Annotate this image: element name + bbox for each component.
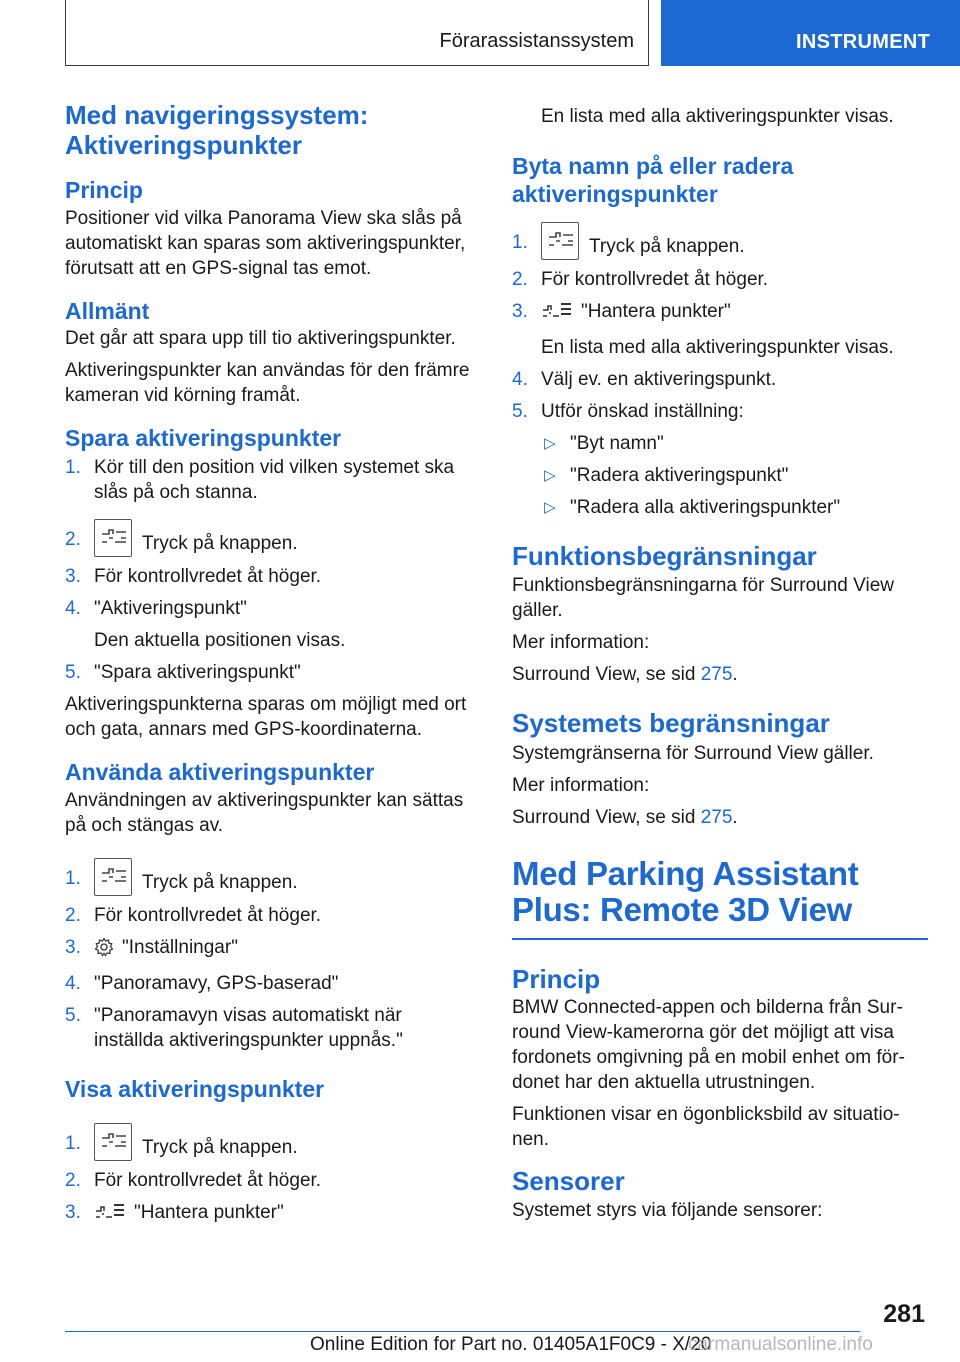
sys-text: Systemgränserna för Surround View gäller. — [512, 743, 874, 764]
triangle-bullet-icon: ▷ — [544, 435, 556, 452]
option-item: ▷ "Byt namn" — [544, 433, 664, 454]
list-item: 4. "Aktiveringspunkt" — [65, 598, 247, 619]
page-link[interactable]: 275 — [700, 807, 733, 828]
section-title: Med navigeringssystem: Aktiveringspunkter — [65, 100, 369, 160]
triangle-bullet-icon: ▷ — [544, 467, 556, 484]
spara-after-text: Aktiveringspunkterna sparas om möjligt med ort och gata, annars med GPS-koordinaterna. — [65, 694, 467, 740]
allmant-text-1: Det går att spara upp till tio aktiveringspunkter. — [65, 328, 456, 349]
list-item: 3. "Hantera punkter" — [65, 1200, 475, 1229]
list-item: 4. "Panoramavy, GPS-baserad" — [65, 973, 339, 994]
footer-edition: Online Edition for Part no. 01405A1F0C9 - X/20 — [310, 1334, 712, 1355]
byta-heading: Byta namn på eller radera aktiveringspunkter — [512, 153, 794, 207]
header-chapter-tab — [661, 0, 960, 66]
list-item: 5. Utför önskad inställning: — [512, 401, 744, 422]
anvanda-steps — [65, 858, 475, 1053]
remote-princip-heading: Princip — [512, 964, 601, 994]
list-item: 2. Tryck på knappen. — [65, 519, 475, 557]
funk-text: Funktionsbegränsningarna för Surround View gäller. — [512, 575, 894, 621]
step-continuation: Den aktuella positionen visas. — [94, 630, 346, 651]
funk-more: Mer information: — [512, 632, 650, 653]
header-chapter-title: INSTRUMENT — [796, 31, 931, 53]
left-column — [65, 100, 475, 1229]
visa-steps — [65, 1123, 475, 1229]
princip-text: Positioner vid vilka Panorama View ska slås på automatiskt kan sparas som aktiveringspunkter, förutsatt att en GPS-signal tas emot. — [65, 208, 466, 279]
anvanda-text: Användningen av aktiveringspunkter kan sättas på och stängas av. — [65, 790, 464, 836]
allmant-text-2: Aktiveringspunkter kan användas för den främre kameran vid körning framåt. — [65, 360, 470, 406]
visa-heading: Visa aktiveringspunkter — [65, 1076, 325, 1102]
sys-more: Mer information: — [512, 775, 650, 796]
list-item: 3. För kontrollvredet åt höger. — [65, 566, 322, 587]
right-column — [512, 104, 928, 1223]
header-section-title: Förarassistanssystem — [439, 30, 634, 52]
funk-reference: Surround View, se sid 275. — [512, 664, 738, 685]
camera-view-button-icon[interactable] — [94, 1123, 132, 1161]
list-item: 2. För kontrollvredet åt höger. — [65, 905, 322, 926]
remote-princip-text-1: BMW Connected-appen och bilderna från Surround View-kamerorna gör det möjligt att visa fordonets omgivning på en mobil enhet om fördonet har den aktuella utrustningen. — [512, 997, 905, 1093]
funk-heading: Funktionsbegränsningar — [512, 541, 817, 571]
list-item: 2. För kontrollvredet åt höger. — [512, 269, 769, 290]
sensorer-heading: Sensorer — [512, 1166, 625, 1196]
list-item: 5. "Panoramavyn visas automatiskt när inställda aktiveringspunkter uppnås." — [65, 1005, 403, 1051]
byta-steps — [512, 222, 928, 520]
sys-reference: Surround View, se sid 275. — [512, 807, 738, 828]
allmant-heading: Allmänt — [65, 298, 150, 324]
list-item: 4. Välj ev. en aktiveringspunkt. — [512, 369, 777, 390]
spara-steps — [65, 455, 475, 685]
list-item: 3. "Hantera punkter" — [512, 299, 928, 328]
list-item: 2. För kontrollvredet åt höger. — [65, 1170, 322, 1191]
list-item: 1. Kör till den position vid vilken systemet ska slås på och stanna. — [65, 457, 455, 503]
step-continuation: En lista med alla aktiveringspunkter visas. — [541, 106, 894, 127]
manage-points-icon — [541, 301, 573, 328]
remote-princip-text-2: Funktionen visar en ögonblicksbild av situationen. — [512, 1104, 900, 1150]
list-item: 1. Tryck på knappen. — [65, 858, 475, 896]
gear-icon — [94, 937, 114, 964]
anvanda-heading: Använda aktiveringspunkter — [65, 759, 375, 785]
heading-rule — [512, 938, 928, 940]
page-number: 281 — [883, 1300, 925, 1328]
camera-view-button-icon[interactable] — [94, 858, 132, 896]
sensorer-text: Systemet styrs via följande sensorer: — [512, 1200, 823, 1221]
list-item: 1. Tryck på knappen. — [512, 222, 928, 260]
list-item: 5. "Spara aktiveringspunkt" — [65, 662, 301, 683]
princip-heading: Princip — [65, 177, 143, 203]
triangle-bullet-icon: ▷ — [544, 499, 556, 516]
step-continuation: En lista med alla aktiveringspunkter visas. — [541, 337, 894, 358]
sys-heading: Systemets begränsningar — [512, 708, 830, 738]
camera-view-button-icon[interactable] — [94, 519, 132, 557]
camera-view-button-icon[interactable] — [541, 222, 579, 260]
spara-heading: Spara aktiveringspunkter — [65, 425, 342, 451]
list-item: 3. "Inställningar" — [65, 935, 475, 964]
watermark: carmanualsonline.info — [688, 1334, 873, 1355]
header-section-tab — [65, 0, 649, 66]
list-item: 1. Tryck på knappen. — [65, 1123, 475, 1161]
chapter-heading: Med Parking Assistant Plus: Remote 3D View — [512, 855, 859, 928]
page-link[interactable]: 275 — [700, 664, 733, 685]
option-item: ▷ "Radera aktiveringspunkt" — [544, 465, 789, 486]
footer-rule — [65, 1331, 860, 1332]
option-item: ▷ "Radera alla aktiveringspunkter" — [544, 497, 841, 518]
manage-points-icon — [94, 1202, 126, 1229]
